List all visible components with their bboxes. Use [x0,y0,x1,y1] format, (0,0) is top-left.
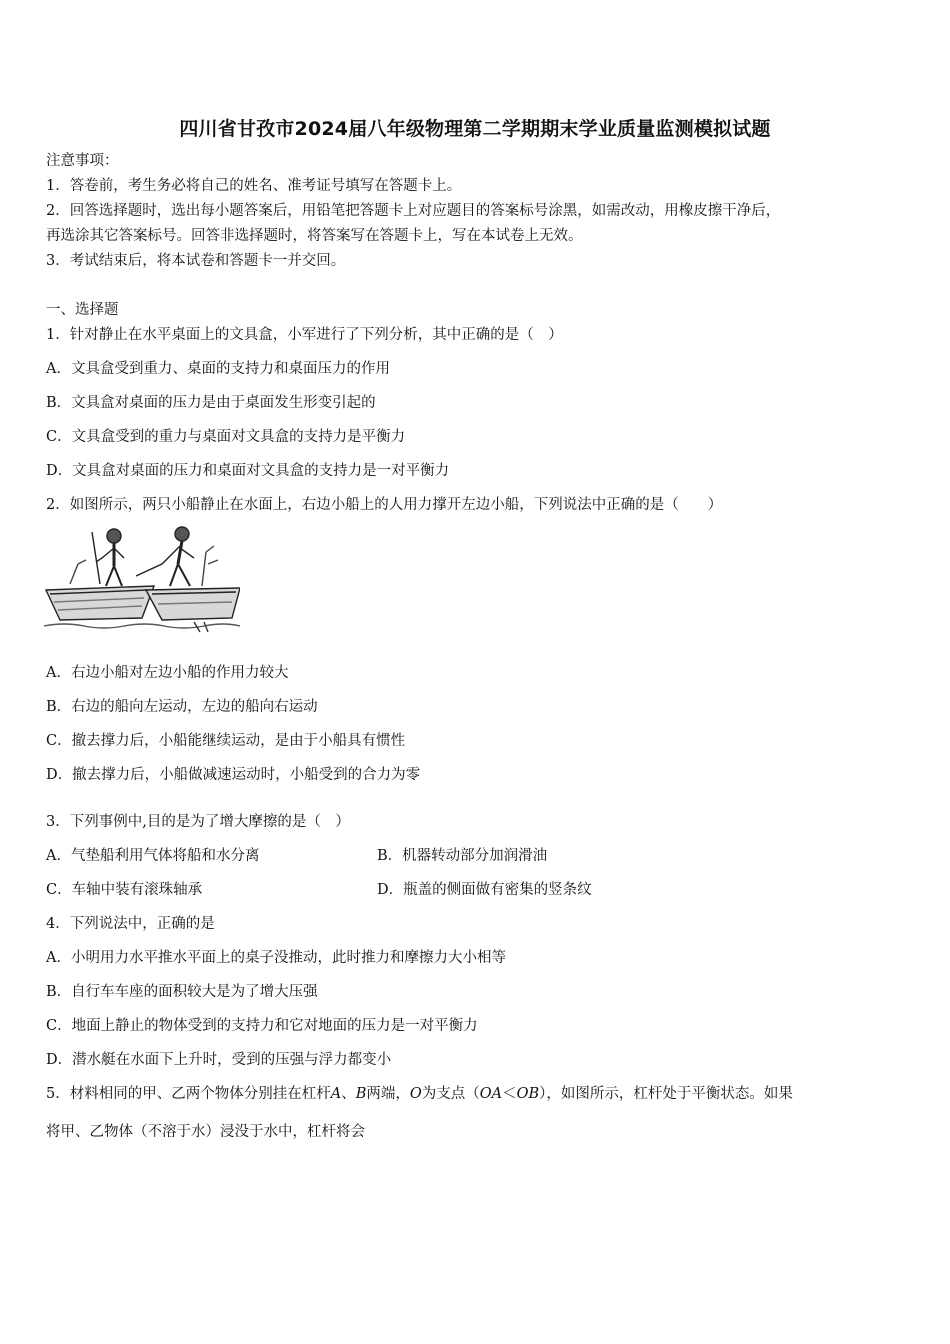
question-5-stem-line2: 将甲、乙物体（不溶于水）浸没于水中，杠杆将会 [46,1124,365,1140]
section-heading: 一、选择题 [46,302,119,318]
notice-item: 2．回答选择题时，选出每小题答案后，用铅笔把答题卡上对应题目的答案标号涂黑，如需改动，用橡皮擦干净后， [46,203,781,219]
notice-item: 再选涂其它答案标号。回答非选择题时，将答案写在答题卡上，写在本试卷上无效。 [46,228,583,244]
question-2-option-c: C．撤去撑力后，小船能继续运动，是由于小船具有惯性 [46,733,406,749]
question-1-stem: 1．针对静止在水平桌面上的文具盒，小军进行了下列分析，其中正确的是（ ） [46,327,563,343]
question-4-option-a: A．小明用力水平推水平面上的桌子没推动，此时推力和摩擦力大小相等 [46,950,506,966]
question-3-option-b: B．机器转动部分加润滑油 [377,848,548,864]
notice-item: 1．答卷前，考生务必将自己的姓名、准考证号填写在答题卡上。 [46,178,462,194]
question-4-stem: 4．下列说法中，正确的是 [46,916,215,932]
question-1-option-b: B．文具盒对桌面的压力是由于桌面发生形变引起的 [46,395,376,411]
question-1-option-c: C．文具盒受到的重力与桌面对文具盒的支持力是平衡力 [46,429,406,445]
question-2-option-a: A．右边小船对左边小船的作用力较大 [46,665,289,681]
question-3-option-a: A．气垫船利用气体将船和水分离 [46,848,260,864]
question-1-option-d: D．文具盒对桌面的压力和桌面对文具盒的支持力是一对平衡力 [46,463,450,479]
question-5-stem: 5．材料相同的甲、乙两个物体分别挂在杠杆A、B两端，O为支点（OA＜OB），如图所示，杠杆处于平衡状态。如果 [46,1086,793,1102]
question-3-stem: 3．下列事例中,目的是为了增大摩擦的是（ ） [46,814,350,830]
notice-item: 3．考试结束后，将本试卷和答题卡一并交回。 [46,253,346,269]
question-4-option-d: D．潜水艇在水面下上升时，受到的压强与浮力都变小 [46,1052,392,1068]
question-2-stem: 2．如图所示，两只小船静止在水面上，右边小船上的人用力撑开左边小船，下列说法中正确的是（ ） [46,497,723,513]
notice-heading: 注意事项： [46,153,119,169]
question-3-option-c: C．车轴中装有滚珠轴承 [46,882,203,898]
question-2-option-b: B．右边的船向左运动，左边的船向右运动 [46,699,318,715]
question-4-option-b: B．自行车车座的面积较大是为了增大压强 [46,984,318,1000]
question-1-option-a: A．文具盒受到重力、桌面的支持力和桌面压力的作用 [46,361,390,377]
question-4-option-c: C．地面上静止的物体受到的支持力和它对地面的压力是一对平衡力 [46,1018,478,1034]
question-3-option-d: D．瓶盖的侧面做有密集的竖条纹 [377,882,592,898]
page-title: 四川省甘孜市2024届八年级物理第二学期期末学业质量监测模拟试题 [179,118,771,140]
two-boats-figure [44,524,240,634]
question-2-option-d: D．撤去撑力后，小船做减速运动时，小船受到的合力为零 [46,767,421,783]
